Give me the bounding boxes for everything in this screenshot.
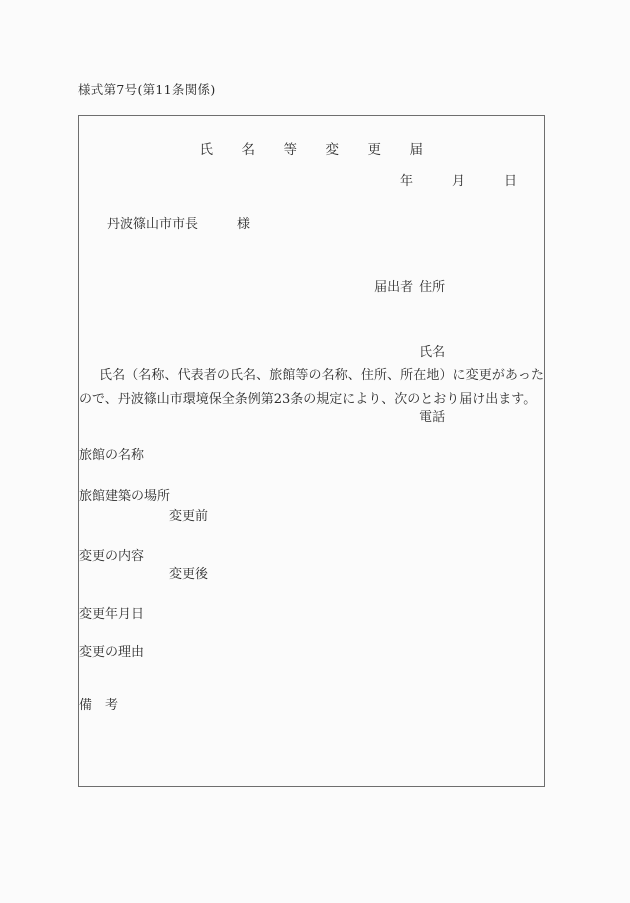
submitter-name-label: 氏名 bbox=[419, 345, 446, 360]
field-label-after-change: 変更後 bbox=[169, 567, 209, 582]
submitter-address-row bbox=[341, 261, 445, 310]
field-label-before-change: 変更前 bbox=[169, 509, 209, 524]
submitter-phone-label: 電話 bbox=[419, 410, 446, 425]
submitter-block bbox=[341, 261, 445, 440]
submitter-address-label: 住所 bbox=[419, 280, 446, 295]
field-label-change-content: 変更の内容 bbox=[79, 549, 145, 564]
addressee-line: 丹波篠山市市長 様 bbox=[107, 217, 251, 232]
form-number-label: 様式第7号(第11条関係) bbox=[78, 82, 216, 97]
field-label-remarks: 備 考 bbox=[79, 698, 119, 713]
field-label-change-reason: 変更の理由 bbox=[79, 645, 145, 660]
field-label-inn-name: 旅館の名称 bbox=[79, 448, 145, 463]
submitter-label: 届出者 bbox=[374, 280, 414, 295]
form-content-area bbox=[79, 116, 544, 786]
declaration-body-text: 氏名（名称、代表者の氏名、旅館等の名称、住所、所在地）に変更があったので、丹波篠山市環境保全条例第23条の規定により、次のとおり届け出ます。 bbox=[79, 368, 544, 407]
date-line: 年 月 日 bbox=[399, 174, 517, 189]
form-outer-border bbox=[78, 115, 545, 787]
field-label-change-date: 変更年月日 bbox=[79, 607, 145, 622]
field-label-inn-place: 旅館建築の場所 bbox=[79, 489, 171, 504]
document-title: 氏 名 等 変 更 届 bbox=[199, 142, 424, 158]
